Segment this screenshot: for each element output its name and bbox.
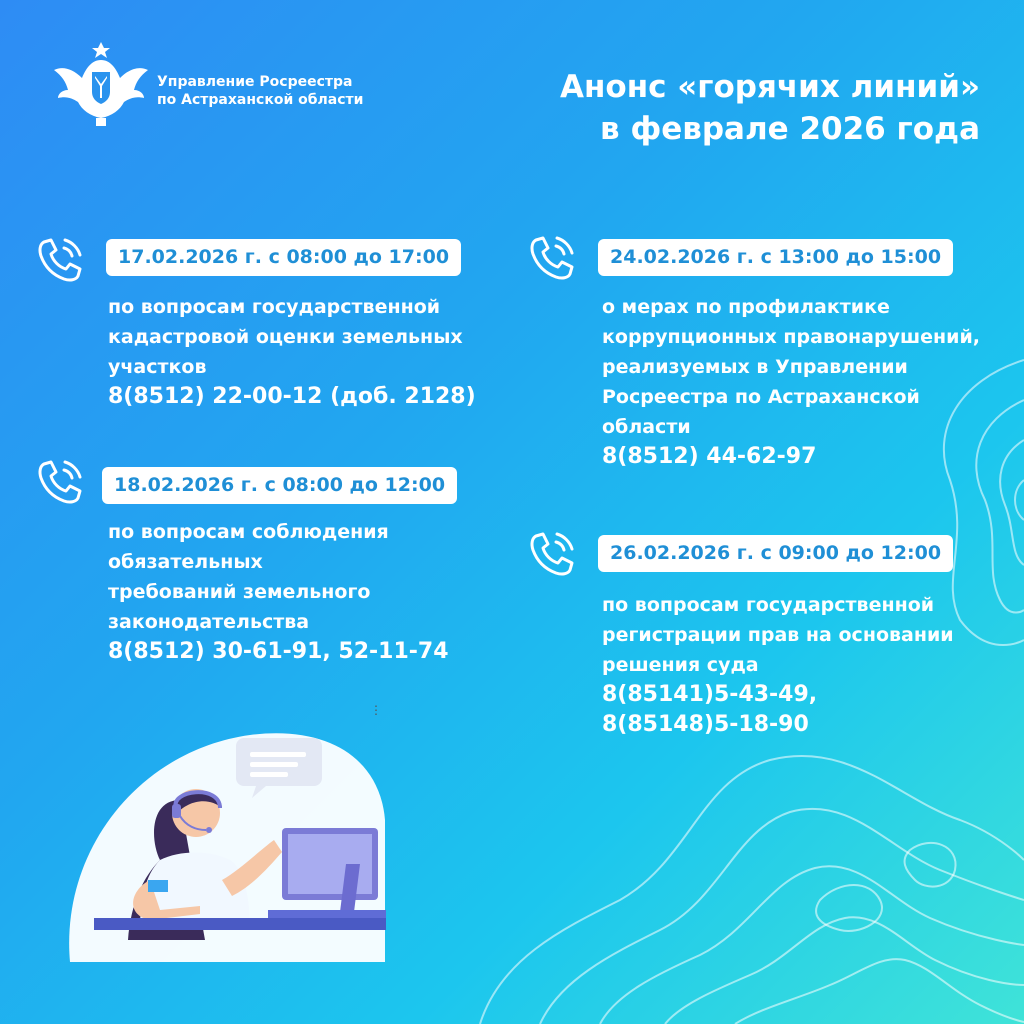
title-line-1: Анонс «горячих линий» [559, 69, 980, 105]
hotline-4-phone-2: 8(85148)5-18-90 [602, 712, 809, 737]
hotline-1-date: 17.02.2026 г. с 08:00 до 17:00 [106, 239, 461, 276]
hotline-1-topic-line: по вопросам государственной [108, 296, 441, 318]
hotline-3-topic-line: реализуемых в Управлении [602, 356, 908, 378]
title-line-2: в феврале 2026 года [600, 111, 980, 147]
hotline-3-topic-line: коррупционных правонарушений, [602, 326, 981, 348]
phone-ringing-icon [526, 528, 578, 580]
hotline-4-description [602, 590, 954, 740]
hotline-4-topic-line: по вопросам государственной [602, 594, 935, 616]
svg-text:⋮: ⋮ [370, 703, 382, 717]
hotline-3-topic-line: Росреестра по Астраханской [602, 386, 920, 408]
hotline-2-phone: 8(8512) 30-61-91, 52-11-74 [108, 639, 449, 664]
hotline-2-topic-line: обязательных [108, 551, 263, 573]
page-title [560, 66, 980, 150]
organization-name [157, 73, 363, 109]
hotline-1-topic-line: участков [108, 356, 207, 378]
rosreestr-eagle-logo [52, 38, 150, 130]
hotline-4-phone-1: 8(85141)5-43-49, [602, 682, 818, 707]
hotline-2-date: 18.02.2026 г. с 08:00 до 12:00 [102, 467, 457, 504]
hotline-1-topic-line: кадастровой оценки земельных [108, 326, 463, 348]
hotline-3-date: 24.02.2026 г. с 13:00 до 15:00 [598, 239, 953, 276]
phone-ringing-icon [34, 456, 86, 508]
hotline-1-description [108, 292, 476, 412]
hotline-4-topic-line: регистрации прав на основании [602, 624, 954, 646]
hotline-3-topic-line: о мерах по профилактике [602, 296, 890, 318]
hotline-2-topic-line: законодательства [108, 611, 310, 633]
hotline-2-topic-line: требований земельного [108, 581, 371, 603]
organization-line-1: Управление Росреестра [157, 74, 353, 90]
phone-ringing-icon [34, 234, 86, 286]
organization-line-2: по Астраханской области [157, 92, 364, 108]
computer-monitor-icon [282, 828, 378, 912]
hotline-4-date: 26.02.2026 г. с 09:00 до 12:00 [598, 535, 953, 572]
hotline-3-description [602, 292, 980, 472]
hotline-3-phone: 8(8512) 44-62-97 [602, 444, 817, 469]
hotline-2-description [108, 517, 449, 667]
phone-ringing-icon [526, 232, 578, 284]
call-center-operator-illustration [0, 700, 420, 1024]
hotline-4-topic-line: решения суда [602, 654, 759, 676]
hotline-1-phone: 8(8512) 22-00-12 (доб. 2128) [108, 384, 476, 409]
hotline-2-topic-line: по вопросам соблюдения [108, 521, 389, 543]
hotline-3-topic-line: области [602, 416, 691, 438]
